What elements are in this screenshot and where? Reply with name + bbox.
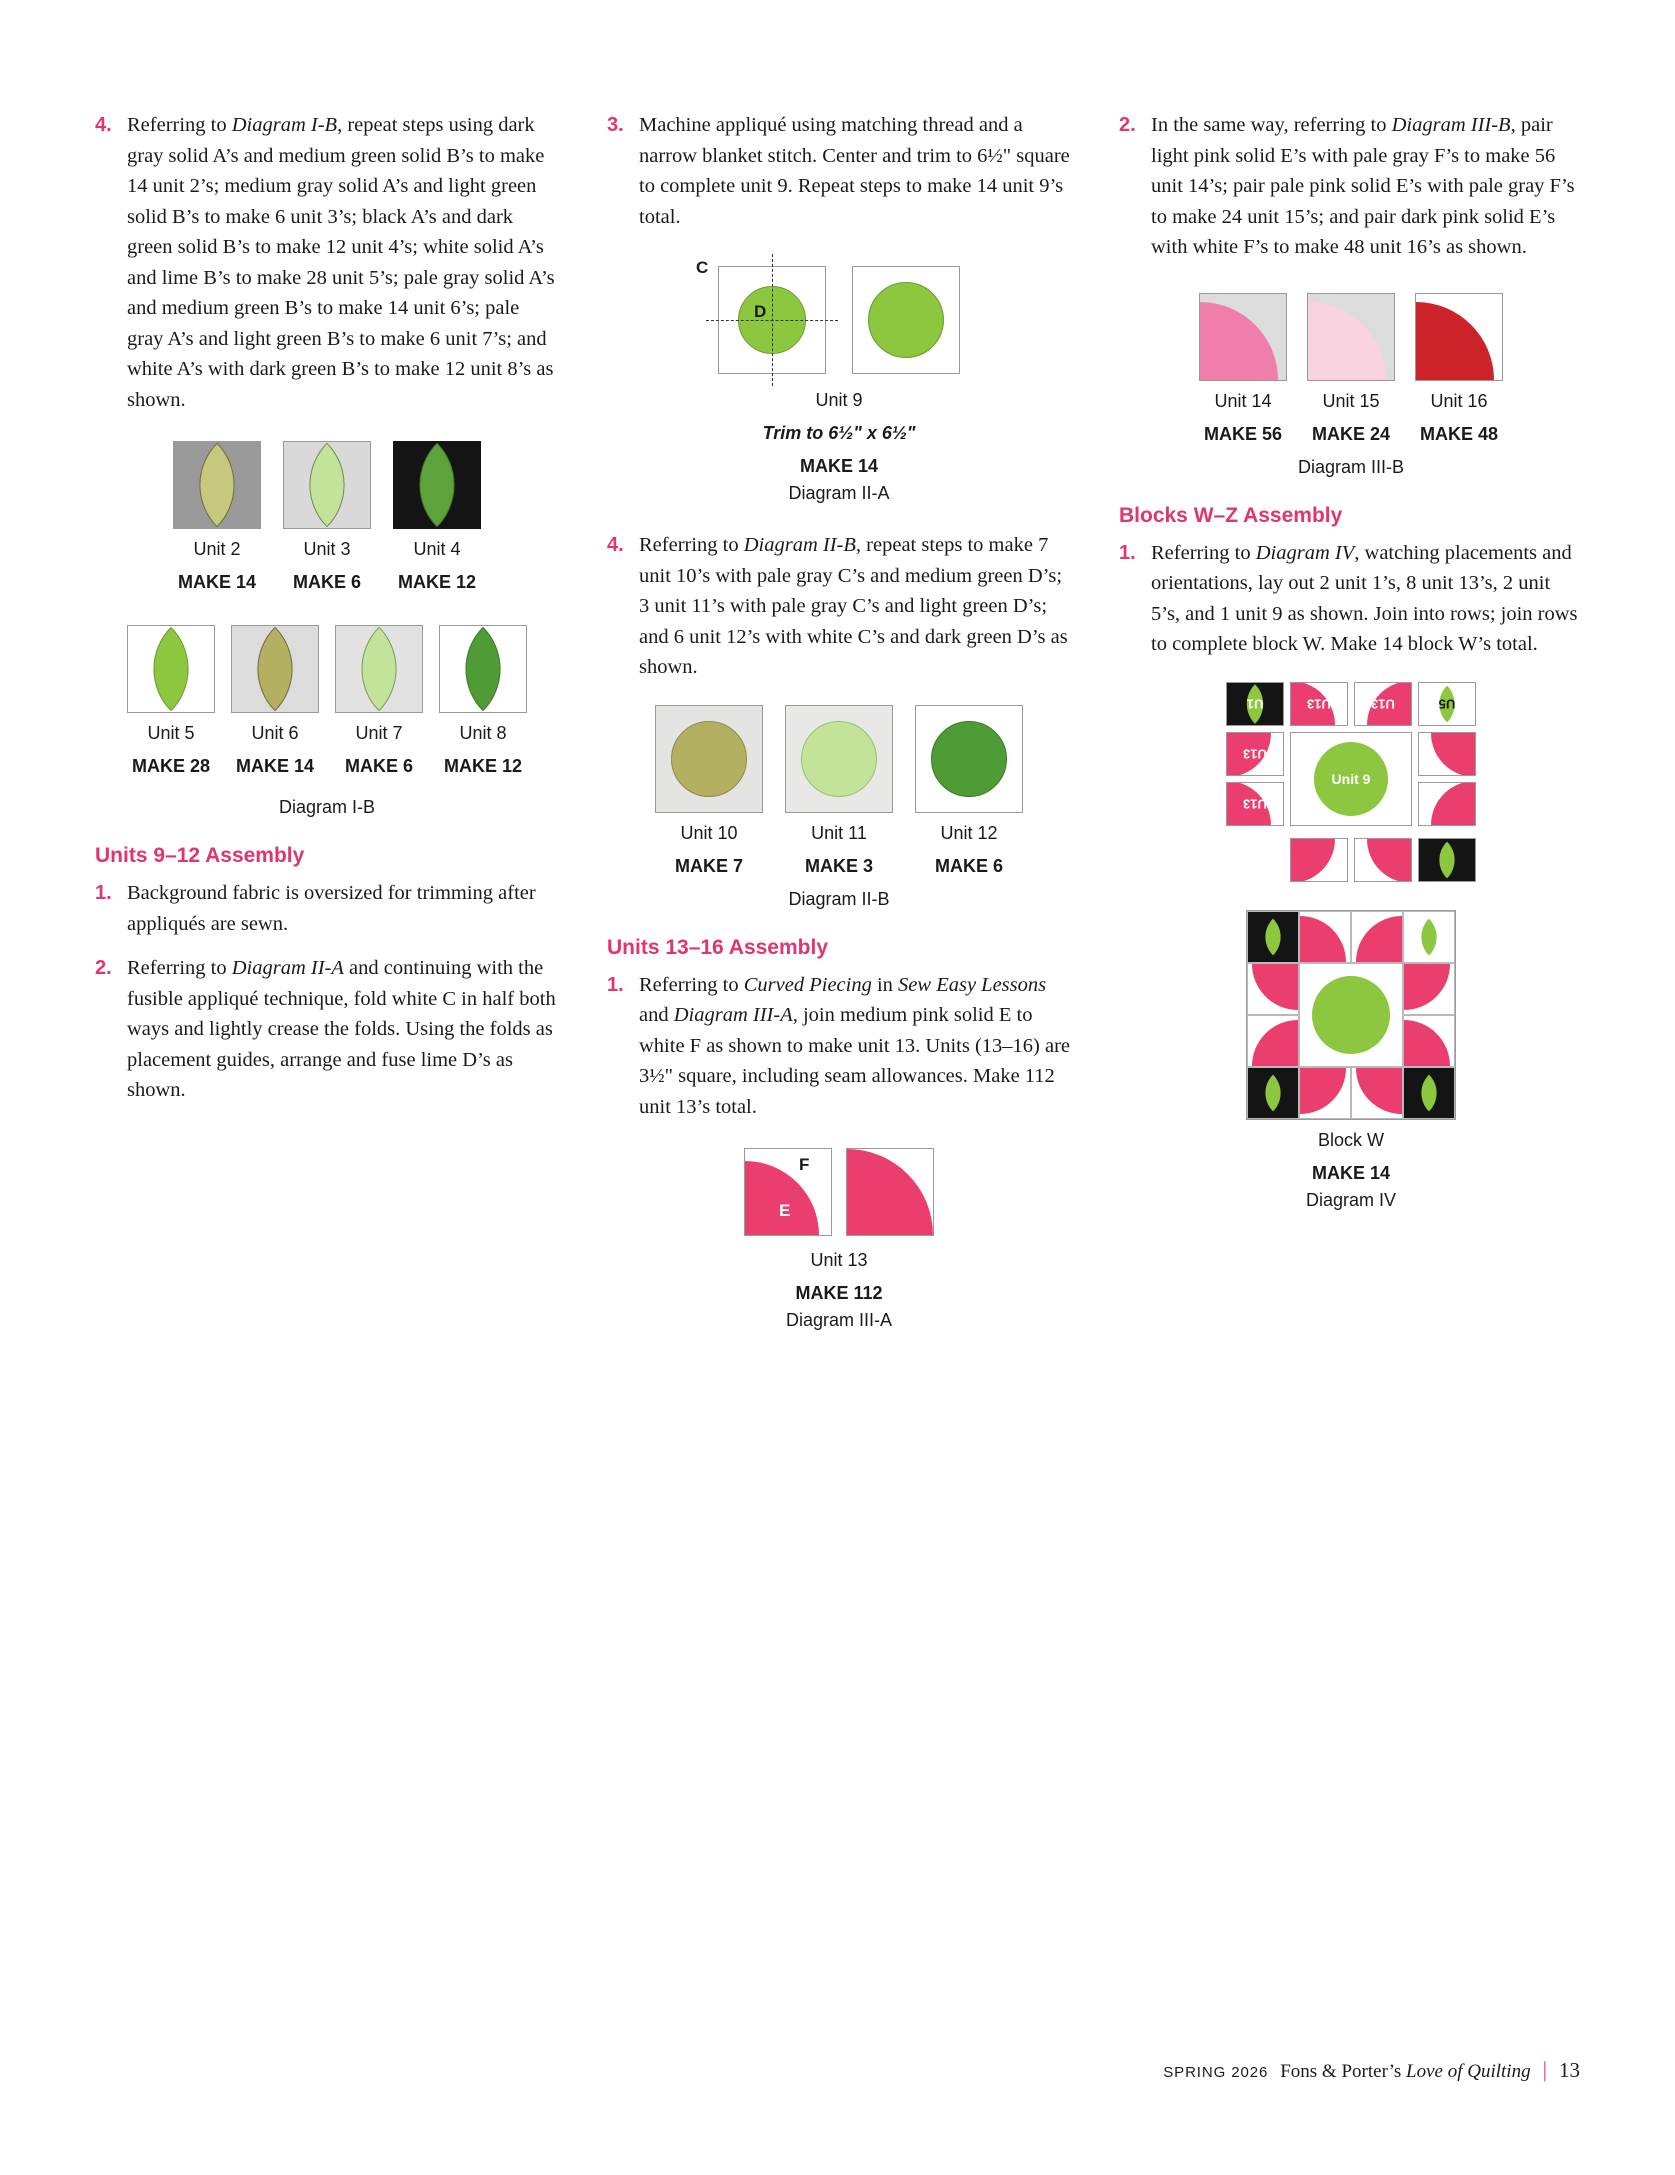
diagram-iii-b-label: Diagram III-B [1297,456,1405,477]
unit-5-make: MAKE 28 [131,756,211,776]
unit-5-figure [127,625,215,779]
unit-12-figure [915,705,1023,879]
units-9-12-step-2 [95,953,559,1106]
unit-8-make: MAKE 12 [443,756,523,776]
unit-9-figures [607,258,1071,374]
unit-16-figure [1415,293,1503,447]
unit-3-swatch [283,441,371,529]
unit-6-make: MAKE 14 [235,756,315,776]
unit-4-swatch [393,441,481,529]
mini-tag: U13 [1371,696,1395,711]
footer-divider: | [1542,2057,1547,2082]
mini-unit-9-label: Unit 9 [1331,770,1371,787]
block-cell [1351,911,1403,963]
mini-unit-13d [1226,782,1284,826]
mini-unit-13f [1418,782,1476,826]
unit-12-swatch [915,705,1023,813]
unit-5-label: Unit 5 [147,723,195,743]
step-text: Referring to Diagram I-B, repeat steps using dark gray solid A’s and medium green solid B’s to make 14 unit 2’s; medium gray solid A’s and light green solid B’s to make 6 unit 3’s; black A’s and dark green solid B’s to make 12 unit 4’s; white solid A’s and lime B’s to make 28 unit 5’s; pale gray solid A’s and medium green B’s to make 14 unit 6’s; pale gray A’s and light green B’s to make 6 unit 7’s; and white A’s with dark green B’s to make 12 unit 8’s as shown. [127,114,555,411]
mini-tag: U13 [1243,746,1267,761]
units-5-8-figures [95,625,559,779]
block-cell [1299,1067,1351,1119]
unit-4-figure [393,441,481,595]
block-cell [1247,1067,1299,1119]
unit-13-make: MAKE 112 [795,1283,883,1303]
mini-unit-13b [1354,682,1412,726]
step-number: 1. [1119,541,1136,564]
unit-9-trim: Trim to 6½" x 6½" [762,423,916,443]
block-cell [1403,1067,1455,1119]
diagram-ii-b-label: Diagram II-B [788,888,890,909]
unit-13-diagram-pieces [744,1148,832,1236]
block-cell [1247,963,1299,1015]
label-d: D [754,302,767,321]
step-text: Background fabric is oversized for trimming after appliqués are sewn. [127,882,536,935]
step-number: 2. [1119,114,1136,136]
step-text: Referring to Curved Piecing in Sew Easy Lessons and Diagram III-A, join medium pink solid E to white F as shown to make unit 13. Units (13–16) are 3½" square, including seam allowances. Make 112 unit 13’s total. [639,973,1071,1118]
mini-unit-13g [1290,838,1348,882]
unit-3-figure [283,441,371,595]
block-w-grid [1246,910,1456,1120]
unit-7-make: MAKE 6 [344,756,413,776]
unit-15-swatch [1307,293,1395,381]
unit-8-label: Unit 8 [459,723,507,743]
block-w-make: MAKE 14 [1311,1162,1391,1183]
blocks-wz-assembly-heading: Blocks W–Z Assembly [1119,503,1343,527]
step-4-diagram-iib [607,530,1071,683]
mini-tag: U13 [1307,696,1331,711]
units-13-16-step-1 [607,970,1071,1123]
step-number: 1. [95,882,112,904]
block-w-assembled [1246,910,1456,1211]
units-10-12-figures [607,705,1071,879]
column-3 [1119,110,1583,1331]
column-1 [95,110,559,1331]
unit-8-figure [439,625,527,779]
unit-16-label: Unit 16 [1430,390,1488,411]
unit-11-swatch [785,705,893,813]
diagram-iv-label: Diagram IV [1305,1189,1397,1210]
unit-13-figures [607,1148,1071,1236]
unit-2-make: MAKE 14 [177,572,257,592]
block-cell [1299,911,1351,963]
unit-16-swatch [1415,293,1503,381]
unit-7-figure [335,625,423,779]
mini-tag: U1 [1246,696,1264,711]
unit-12-make: MAKE 6 [934,855,1003,876]
unit-10-figure [655,705,763,879]
unit-14-label: Unit 14 [1214,390,1272,411]
mini-unit-4 [1418,838,1476,882]
unit-2-figure [173,441,261,595]
step-text: In the same way, referring to Diagram III-B, pair light pink solid E’s with pale gray F’s to make 56 unit 14’s; pair pale pink solid E’s with pale gray F’s to make 24 unit 15’s; and pair dark pink solid E’s with white F’s to make 48 unit 16’s as shown. [1151,114,1575,258]
label-f: F [799,1155,810,1174]
unit-12-label: Unit 12 [940,822,998,843]
unit-15-make: MAKE 24 [1311,423,1391,444]
page-number: 13 [1559,2058,1580,2082]
step-text: Referring to Diagram II-B, repeat steps to make 7 unit 10’s with pale gray C’s and medium green D’s; 3 unit 11’s with pale gray C’s and light green D’s; and 6 unit 12’s with white C’s and dark green D’s as shown. [639,534,1068,678]
unit-14-make: MAKE 56 [1203,423,1283,444]
block-cell [1351,1067,1403,1119]
step-text: Referring to Diagram II-A and continuing with the fusible appliqué technique, fold white C in half both ways and lightly crease the folds. Using the folds as placement guides, arrange and fuse lime D’s as shown. [127,957,556,1101]
unit-9-trimmed [852,266,960,374]
unit-10-swatch [655,705,763,813]
unit-13-joined [846,1148,934,1236]
unit-7-swatch [335,625,423,713]
step-number: 2. [95,957,112,979]
block-w-exploded [1119,682,1583,1211]
mini-unit-13h [1354,838,1412,882]
unit-3-make: MAKE 6 [292,572,361,592]
block-w-row-2 [1226,732,1476,826]
step-number: 1. [607,973,624,996]
block-w-row-1 [1226,682,1476,726]
mini-unit-5 [1418,682,1476,726]
units-2-4-figures [95,441,559,595]
label-e: E [779,1201,791,1220]
unit-11-label: Unit 11 [811,822,867,843]
step-number: 3. [607,114,624,136]
step-number: 4. [607,534,624,556]
unit-10-label: Unit 10 [680,822,738,843]
block-w-label: Block W [1317,1129,1384,1150]
unit-11-make: MAKE 3 [804,855,873,876]
unit-9-crease-diagram [696,258,826,374]
unit-6-swatch [231,625,319,713]
block-cell [1247,911,1299,963]
block-cell [1403,911,1455,963]
block-w-row-3 [1226,838,1476,882]
blocks-wz-step-1 [1119,538,1583,660]
mini-unit-13c [1226,732,1284,776]
issue-date: SPRING 2026 [1163,2064,1269,2081]
step-4-diagram-ib [95,110,559,415]
unit-9-make: MAKE 14 [799,456,879,476]
unit-8-swatch [439,625,527,713]
unit-15-label: Unit 15 [1322,390,1380,411]
magazine-title: Fons & Porter’s Love of Quilting [1280,2061,1531,2082]
block-center-cell [1299,963,1403,1067]
step-text: Machine appliqué using matching thread and a narrow blanket stitch. Center and trim to 6½" square to complete unit 9. Repeat steps to make 14 unit 9’s total. [639,114,1070,228]
step-number: 4. [95,114,112,136]
unit-16-make: MAKE 48 [1419,423,1499,444]
mini-tag: U13 [1243,796,1267,811]
mini-tag: U5 [1438,696,1456,711]
diagram-iii-a-label: Diagram III-A [785,1310,893,1330]
mini-unit-13e [1418,732,1476,776]
page-footer [1163,2057,1580,2083]
diagram-ii-a-label: Diagram II-A [788,483,890,503]
unit-13-label: Unit 13 [810,1250,868,1270]
horizontal-crease-line [706,320,838,321]
block-cell [1247,1015,1299,1067]
units-13-16-assembly-heading: Units 13–16 Assembly [607,935,829,959]
mini-unit-9 [1290,732,1412,826]
unit-15-figure [1307,293,1395,447]
unit-9-label: Unit 9 [815,390,863,410]
step-2-diagram-iiib [1119,110,1583,263]
three-column-layout [95,110,1585,1331]
column-2 [607,110,1071,1331]
unit-10-make: MAKE 7 [674,855,743,876]
step-3-machine-applique [607,110,1071,232]
unit-7-label: Unit 7 [355,723,403,743]
unit-6-figure [231,625,319,779]
mini-unit-13a [1290,682,1348,726]
unit-5-swatch [127,625,215,713]
unit-4-label: Unit 4 [413,539,461,559]
step-text: Referring to Diagram IV, watching placements and orientations, lay out 2 unit 1’s, 8 unit 13’s, 2 unit 5’s, and 1 unit 9 as shown. Join into rows; join rows to complete block W. Make 14 block W’s total. [1151,541,1578,655]
mini-unit-1 [1226,682,1284,726]
unit-3-label: Unit 3 [303,539,351,559]
unit-14-swatch [1199,293,1287,381]
diagram-i-b-label: Diagram I-B [278,797,376,817]
unit-2-label: Unit 2 [193,539,241,559]
block-cell [1403,963,1455,1015]
unit-6-label: Unit 6 [251,723,299,743]
unit-2-swatch [173,441,261,529]
unit-11-figure [785,705,893,879]
block-cell [1403,1015,1455,1067]
units-9-12-assembly-heading: Units 9–12 Assembly [95,844,305,867]
units-14-16-figures [1119,293,1583,447]
unit-4-make: MAKE 12 [397,572,477,592]
label-c: C [696,258,709,277]
unit-9-circle-trimmed [868,282,944,358]
units-9-12-step-1 [95,878,559,939]
unit-14-figure [1199,293,1287,447]
